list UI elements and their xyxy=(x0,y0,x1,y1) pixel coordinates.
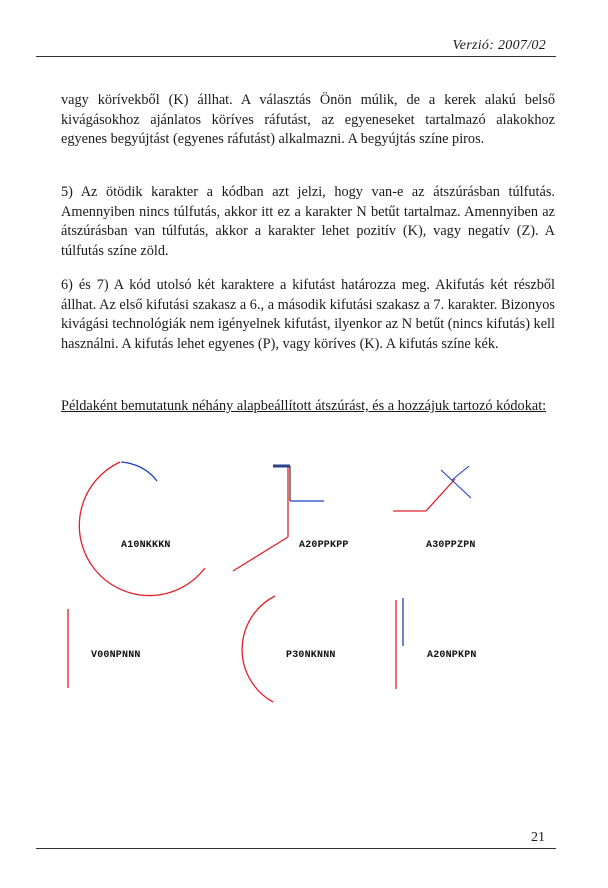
paragraph-overrun: 5) Az ötödik karakter a kódban azt jelzi, hogy van-e az átszúrásban túlfutás. Amennyiben nincs túlfutás, akkor itt ez a karakter N betűt tartalmaz. Amennyiben az átszúrásban van túlfutás, akkor a karakter lehet pozitív (K), vagy negatív (Z). A túlfutás színe zöld. xyxy=(61,184,555,259)
example-code-3: A30PPZPN xyxy=(426,540,476,551)
example-code-5: P30NKNNN xyxy=(286,650,336,661)
example-code-1: A10NKKKN xyxy=(121,540,171,551)
example-code-2: A20PPKPP xyxy=(299,540,349,551)
example-3-lead-in-diagonal xyxy=(426,479,455,511)
examples-intro: Példaként bemutatunk néhány alapbeállított átszúrást, és a hozzájuk tartozó kódokat: xyxy=(61,398,547,414)
example-3-lead-out-x1 xyxy=(441,470,471,498)
paragraph-lead-in: vagy körívekből (K) állhat. A választás Önön múlik, de a kerek alakú belső kivágásokhoz ajánlatos köríves ráfutást, az egyeneseket tartalmazó alakokhoz egyenes begyújtást (egyenes ráfutást) alkalmazni. A begyújtás színe piros. xyxy=(61,92,555,147)
page-number: 21 xyxy=(531,830,545,845)
example-code-6: A20NPKPN xyxy=(427,650,477,661)
example-1-lead-in-arc xyxy=(79,462,205,596)
example-code-4: V00NPNNN xyxy=(91,650,141,661)
example-3-lead-out-x2 xyxy=(452,466,469,480)
example-1-lead-out-arc xyxy=(121,462,157,481)
paragraph-lead-out: 6) és 7) A kód utolsó két karaktere a kifutást határozza meg. Akifutás két részből állhat. Az első kifutási szakasz a 6., a második kifutási szakasz a 7. karakter. Bizonyos kivágási technológiák nem igényelnek kifutást, ilyenkor az N betűt (nincs kifutás) kell használni. A kifutás lehet egyenes (P), vagy köríves (K). A kifutás színe kék. xyxy=(61,277,555,352)
example-2-lead-in-line xyxy=(233,537,288,571)
example-5-lead-in-arc xyxy=(242,596,275,702)
header-version: Verzió: 2007/02 xyxy=(452,38,546,53)
footer-rule xyxy=(36,848,556,849)
